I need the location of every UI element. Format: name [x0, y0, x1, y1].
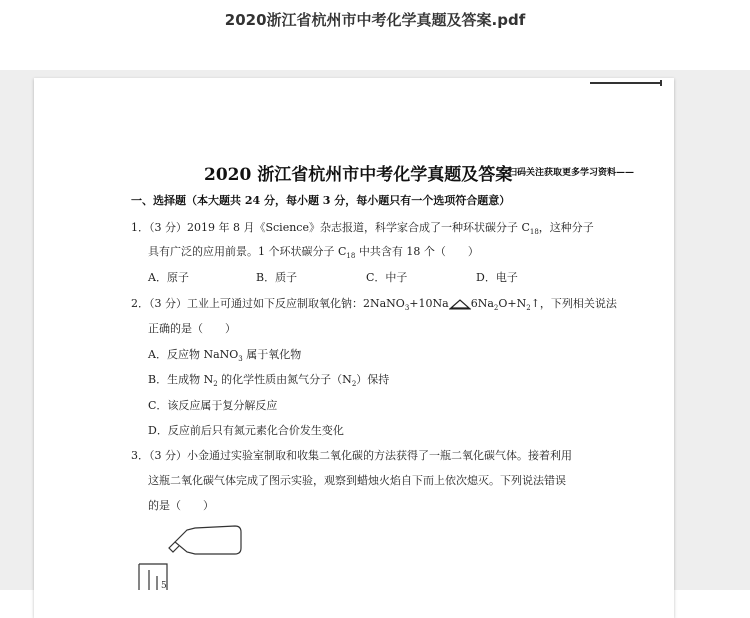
q2-option-b-sub2: 2	[351, 380, 357, 389]
viewer-header	[0, 0, 750, 70]
q1-line1-text: 1．（3 分）2019 年 8 月《Science》杂志报道，科学家合成了一种环状碳分子 C	[131, 221, 530, 234]
q2-option-c: C．该反应属于复分解反应	[148, 399, 278, 412]
q2-sub-2: 2	[493, 304, 499, 313]
q2-sub-1: 3	[404, 304, 410, 313]
q2-option-a-text: A．反应物 NaNO	[148, 348, 239, 361]
pdf-viewer-area[interactable]	[0, 70, 750, 590]
q1-line1	[131, 219, 594, 236]
q1-line1-subscript: 18	[529, 228, 539, 237]
q2-option-d: D．反应前后只有氮元素化合价发生变化	[148, 424, 344, 437]
q1-line2-tail: 中共含有 18 个（ ）	[355, 245, 479, 258]
q2-line1-tail: ↑，下列相关说法	[530, 297, 617, 310]
promo-text: 扫码关注获取更多学习资料——	[508, 168, 635, 178]
file-title: 2020浙江省杭州市中考化学真题及答案.pdf	[224, 11, 526, 29]
q2-option-a	[148, 346, 301, 363]
q1-line2-subscript: 18	[346, 252, 356, 261]
q2-option-b-tail: ）保持	[356, 373, 390, 386]
q1-line1-tail: ，这种分子	[538, 221, 594, 234]
q2-line2: 正确的是（ ）	[148, 322, 236, 335]
q2-sub-3: 2	[526, 304, 531, 313]
document-title: 2020 浙江省杭州市中考化学真题及答案	[204, 165, 513, 185]
q2-option-a-tail: 属于氧化物	[242, 348, 302, 361]
q2-option-a-sub: 3	[238, 355, 243, 364]
q2-line1-product2: O+N	[498, 297, 527, 310]
svg-text:5: 5	[161, 581, 167, 590]
q2-option-b	[148, 371, 389, 388]
pdf-page	[34, 78, 674, 618]
q2-line1-reactant: +10Na	[409, 297, 449, 310]
page-rule-tick	[660, 80, 662, 86]
q1-option-a: A．原子	[148, 271, 189, 284]
q1-option-d: D．电子	[476, 271, 518, 284]
co2-candle-apparatus-figure	[135, 522, 255, 590]
heat-triangle-icon	[449, 298, 471, 310]
page-rule-mark	[590, 82, 662, 84]
q2-line1-text: 2．（3 分）工业上可通过如下反应制取氧化钠：2NaNO	[131, 297, 405, 310]
q3-line1: 3．（3 分）小金通过实验室制取和收集二氧化碳的方法获得了一瓶二氧化碳气体。接着利用	[131, 449, 572, 462]
q1-line2-text: 具有广泛的应用前景。1 个环状碳分子 C	[148, 245, 347, 258]
q2-option-b-mid: 的化学性质由氮气分子（N	[217, 373, 352, 386]
q2-option-b-text: B．生成物 N	[148, 373, 214, 386]
q3-line2: 这瓶二氧化碳气体完成了图示实验，观察到蜡烛火焰自下而上依次熄灭。下列说法错误	[148, 474, 566, 487]
q3-line3: 的是（ ）	[148, 499, 214, 512]
q2-line1	[131, 295, 617, 312]
q1-option-b: B．质子	[256, 271, 298, 284]
q1-line2	[148, 243, 479, 260]
q1-option-c: C．中子	[366, 271, 408, 284]
q2-option-b-sub: 2	[213, 380, 218, 389]
section-heading: 一、选择题（本大题共 24 分，每小题 3 分，每小题只有一个选项符合题意）	[131, 194, 511, 207]
q2-line1-product: 6Na	[470, 297, 494, 310]
